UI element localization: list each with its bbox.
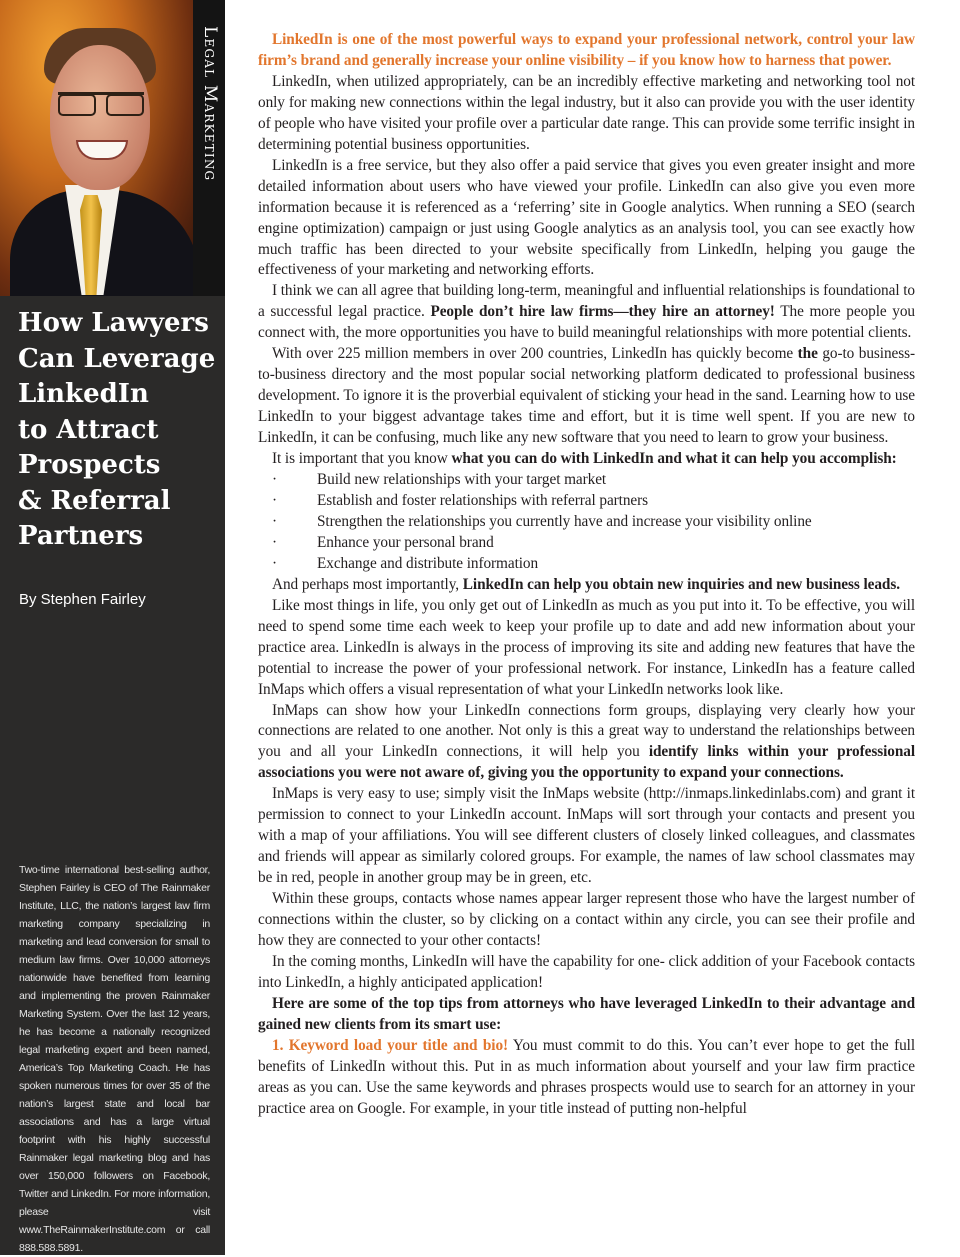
section-label: Legal Marketing bbox=[200, 26, 220, 182]
bullet-icon: · bbox=[272, 491, 278, 509]
emphasis: People don’t hire law firms—they hire an attorney! bbox=[430, 303, 775, 321]
emphasis: the bbox=[797, 345, 818, 363]
list-item: · Establish and foster relationships with referral partners bbox=[258, 491, 915, 512]
title-line: LinkedIn bbox=[18, 379, 149, 409]
tips-heading: Here are some of the top tips from attorneys who have leveraged LinkedIn to their advantage and gained new clients from its smart use: bbox=[258, 994, 915, 1033]
paragraph: LinkedIn is a free service, but they also offer a paid service that gives you even greater insight and more detailed information about users who have viewed your profile. LinkedIn can also give you even more information because it is referenced as a ‘referring’ site in Google analytics. When running a SEO (search engine optimization) campaign or just using Google analytics as an analysis tool, you can see exactly how much traffic has been directed to your website specifically from LinkedIn, helping you gauge the effectiveness of your marketing and networking efforts. bbox=[258, 156, 915, 279]
list-item: · Build new relationships with your target market bbox=[258, 470, 915, 491]
paragraph: InMaps can show how your LinkedIn connections form groups, displaying very clearly how your connections are related to one another. Not only is this a great way to understand the relationships between you and all your LinkedIn connections, it will help you identify links within your professional associations you were not aware of, giving you the opportunity to expand your connections. bbox=[258, 701, 915, 782]
article-body bbox=[258, 30, 915, 1120]
paragraph: It is important that you know what you can do with LinkedIn and what it can help you accomplish: bbox=[272, 450, 897, 468]
paragraph: In the coming months, LinkedIn will have the capability for one- click addition of your Facebook contacts into LinkedIn, a highly anticipated application! bbox=[258, 952, 915, 991]
bullet-icon: · bbox=[272, 533, 278, 551]
author-photo bbox=[0, 0, 193, 296]
bullet-icon: · bbox=[272, 471, 278, 489]
photo-glasses bbox=[58, 92, 144, 115]
title-line: & Referral bbox=[18, 485, 171, 516]
emphasis: what you can do with LinkedIn and what it can help you accomplish: bbox=[451, 450, 897, 468]
title-line: Can Leverage bbox=[18, 343, 216, 374]
title-line: to Attract bbox=[18, 414, 159, 445]
bullet-icon: · bbox=[272, 554, 278, 572]
list-item: · Strengthen the relationships you currently have and increase your visibility online bbox=[258, 512, 915, 533]
byline: By Stephen Fairley bbox=[19, 591, 146, 608]
paragraph bbox=[258, 994, 915, 1036]
paragraph: Like most things in life, you only get out of LinkedIn as much as you put into it. To be effective, you will need to spend some time each week to keep your profile up to date and add new information about your practice area. LinkedIn is always in the process of improving its site and adding new features that have the potential to increase the power of your professional network. For instance, LinkedIn has a feature called InMaps which offers a visual representation of what your LinkedIn networks look like. bbox=[258, 596, 915, 698]
paragraph: InMaps is very easy to use; simply visit the InMaps website (http://inmaps.linkedinlabs.com) and grant it permission to connect to your LinkedIn account. InMaps will sort through your contacts and present you with a map of your affiliations. You will see different clusters of closely linked colleagues, and classmates and friends will appear as similarly colored groups. For example, the names of law school classmates may be in red, people in another group may be in green, etc. bbox=[258, 785, 915, 887]
bullet-icon: · bbox=[272, 512, 278, 530]
title-line: How Lawyers bbox=[18, 308, 209, 338]
sidebar bbox=[0, 0, 225, 1255]
author-bio: Two-time international best-selling author, Stephen Fairley is CEO of The Rainmaker Institute, LLC, the nation’s largest law firm marketing company specializing in marketing and lead conversion for small to medium law firms. Over 10,000 attorneys nationwide have benefited from learning and implementing the proven Rainmaker Marketing System. Over the last 12 years, he has become a nationally recognized legal marketing expert and been named, America’s Top Marketing Coach. He has spoken numerous times for over 35 of the nation’s largest state and local bar associations and has a large virtual footprint with his highly successful Rainmaker legal marketing blog and has over 150,000 followers on Facebook, Twitter and LinkedIn. For more information, please visit www.TheRainmakerInstitute.com or call 888.588.5891. bbox=[19, 864, 210, 1254]
article-title bbox=[18, 306, 218, 555]
emphasis: LinkedIn can help you obtain new inquiries and new business leads. bbox=[462, 575, 900, 593]
emphasis: identify links within your professional associations you were not aware of, giving you the opportunity to expand your connections. bbox=[258, 743, 915, 782]
paragraph: LinkedIn, when utilized appropriately, can be an incredibly effective marketing and networking tool not only for making new connections within the legal industry, but it also can provide you with the user identity of people who have visited your profile over a particular date range. This can provide some terrific insight in determining potential business opportunities. bbox=[258, 72, 915, 153]
paragraph: 1. Keyword load your title and bio! You must commit to do this. You can’t ever hope to get the full benefits of LinkedIn without this. Put in as much information about yourself and your law firm practice areas as you can. Use the same keywords and phrases prospects would use to search for an attorney in your practice area on Google. For example, in your title instead of putting non-helpful bbox=[258, 1036, 915, 1117]
paragraph: Within these groups, contacts whose names appear larger represent those who have the largest number of connections within the cluster, so by clicking on a contact within any circle, you can see their profile and how they are connected to your other contacts! bbox=[258, 890, 915, 949]
photo-face bbox=[50, 45, 150, 190]
list-item: · Exchange and distribute information bbox=[258, 554, 915, 575]
paragraph: And perhaps most importantly, LinkedIn can help you obtain new inquiries and new business leads. bbox=[272, 575, 900, 593]
list-item: · Enhance your personal brand bbox=[258, 533, 915, 554]
title-line: Prospects bbox=[18, 450, 161, 480]
intro-paragraph: LinkedIn is one of the most powerful ways to expand your professional network, control your law firm’s brand and generally increase your online visibility – if you know how to harness that power. bbox=[258, 31, 915, 69]
paragraph: With over 225 million members in over 200 countries, LinkedIn has quickly become the go-to business-to-business directory and the most popular social networking platform dedicated to professional business development. To ignore it is the proverbial equivalent of sticking your head in the sand. Learning how to use LinkedIn to your biggest advantage takes time and effort, but it is time well spent. If you are new to LinkedIn, it can be confusing, much like any new software that you need to learn to grow your business. bbox=[258, 345, 915, 447]
paragraph: I think we can all agree that building long-term, meaningful and influential relationships is foundational to a successful legal practice. People don’t hire law firms—they hire an attorney! The more people you connect with, the more opportunities you have to build meaningful relationships with more potential clients. bbox=[258, 282, 916, 342]
title-line: Partners bbox=[18, 521, 144, 551]
tip-heading: 1. Keyword load your title and bio! bbox=[272, 1036, 509, 1054]
